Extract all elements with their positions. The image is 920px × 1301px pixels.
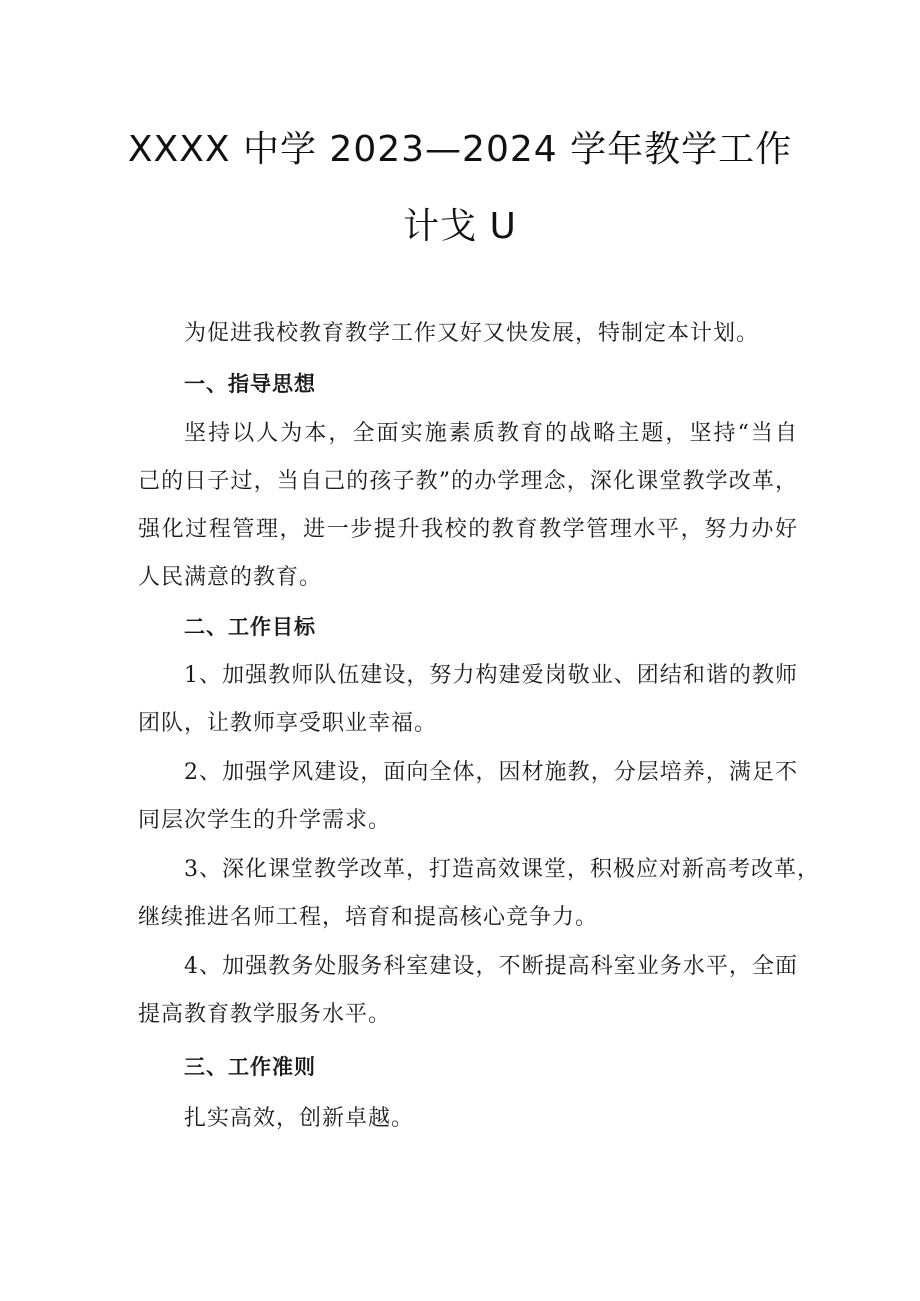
- section3-text: 扎实高效，创新卓越。: [184, 1106, 415, 1131]
- goal-item-line: 3、深化课堂教学改革，打造高效课堂，积极应对新高考改革，: [184, 857, 820, 882]
- goal-item-line: 同层次学生的升学需求。: [138, 808, 392, 833]
- goal-item-line: 团队，让教师享受职业幸福。: [138, 711, 438, 736]
- intro-paragraph: 为促进我校教育教学工作又好又快发展，特制定本计划。: [184, 321, 760, 346]
- goal-item-line: 1、加强教师队伍建设，努力构建爱岗敬业、团结和谐的教师: [184, 663, 798, 688]
- section1-line: 坚持以人为本，全面实施素质教育的战略主题，坚持“当自: [184, 421, 798, 446]
- section1-line: 己的日子过，当自己的孩子教”的办学理念，深化课堂教学改革，: [138, 469, 798, 494]
- section1-line: 人民满意的教育。: [138, 565, 323, 590]
- section-heading-work-principles: 三、工作准则: [184, 1055, 316, 1079]
- goal-item-line: 4、加强教务处服务科室建设，不断提高科室业务水平，全面: [184, 954, 798, 979]
- document-title-line2: 计戈 U: [403, 206, 517, 247]
- section-heading-work-goals: 二、工作目标: [184, 615, 316, 639]
- section1-line: 强化过程管理，进一步提升我校的教育教学管理水平，努力办好: [138, 517, 798, 542]
- goal-item-line: 继续推进名师工程，培育和提高核心竞争力。: [138, 905, 599, 930]
- goal-item-line: 2、加强学风建设，面向全体，因材施教，分层培养，满足不: [184, 760, 798, 785]
- document-title-line1: XXXX 中学 2023—2024 学年教学工作: [127, 129, 793, 170]
- section-heading-guiding-ideology: 一、指导思想: [184, 372, 316, 396]
- goal-item-line: 提高教育教学服务水平。: [138, 1002, 392, 1027]
